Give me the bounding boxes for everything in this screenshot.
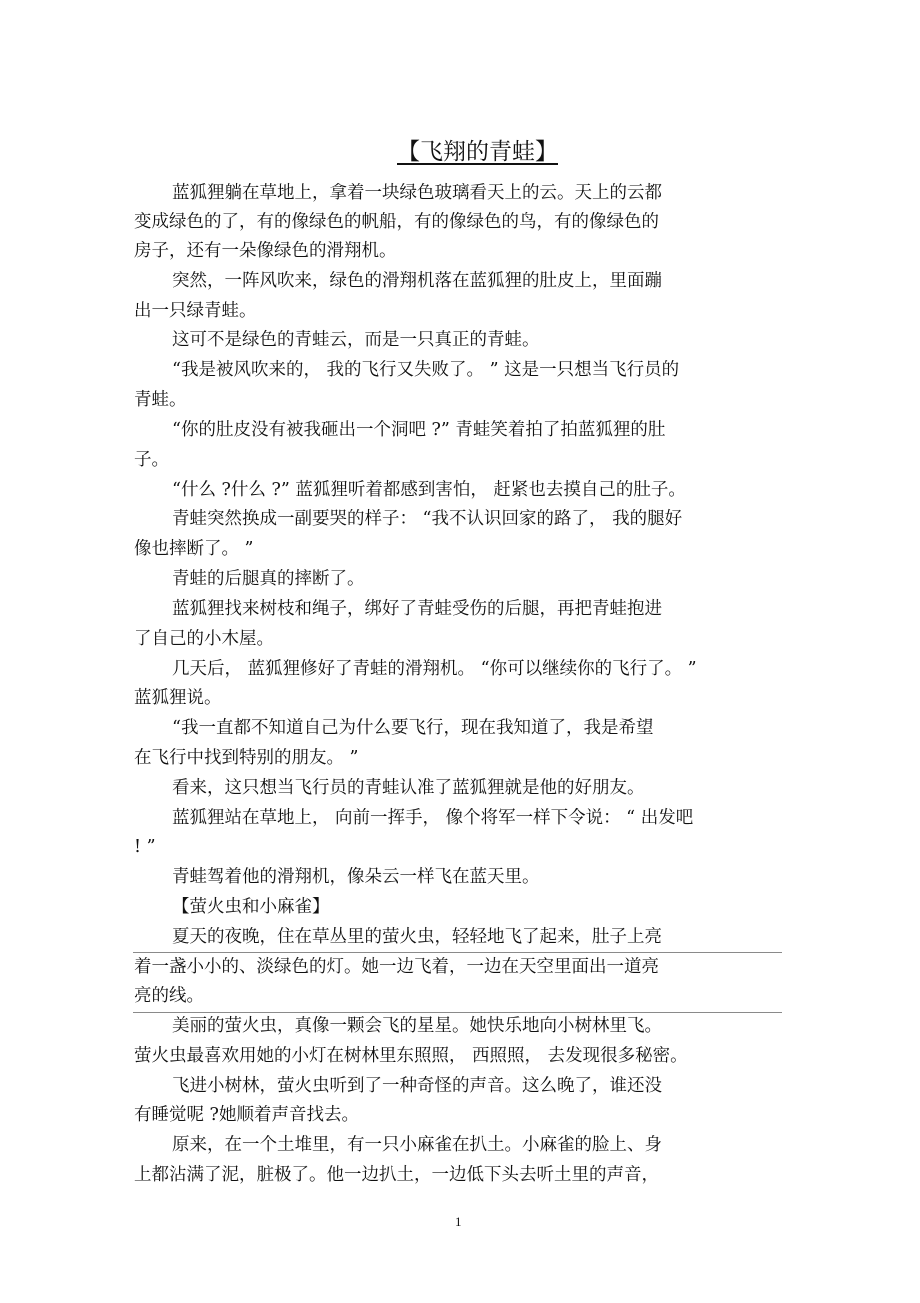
page-title: 【飞翔的青蛙】 — [397, 139, 558, 165]
text-line: “什么 ?什么 ?” 蓝狐狸听着都感到害怕， 赶紧也去摸自己的肚子。 — [172, 480, 686, 500]
text-line: 看来，这只想当飞行员的青蛙认准了蓝狐狸就是他的好朋友。 — [172, 778, 645, 798]
text-line: 蓝狐狸站在草地上， 向前一挥手， 像个将军一样下令说： “ 出发吧 — [172, 808, 694, 828]
text-line: 着一盏小小的、淡绿色的灯。她一边飞着，一边在天空里面出一道亮 — [134, 957, 659, 977]
text-line: “我是被风吹来的， 我的飞行又失败了。 ” 这是一只想当飞行员的 — [172, 360, 680, 380]
section-heading: 【萤火虫和小麻雀】 — [172, 897, 330, 917]
text-line: 青蛙驾着他的滑翔机，像朵云一样飞在蓝天里。 — [172, 867, 540, 887]
text-line: 萤火虫最喜欢用她的小灯在树林里东照照， 西照照， 去发现很多秘密。 — [134, 1046, 688, 1066]
text-line: 蓝狐狸说。 — [134, 688, 222, 708]
text-line: 青蛙的后腿真的摔断了。 — [172, 569, 365, 589]
text-line: 飞进小树林，萤火虫听到了一种奇怪的声音。这么晚了，谁还没 — [172, 1076, 662, 1096]
text-line: 蓝狐狸躺在草地上，拿着一块绿色玻璃看天上的云。天上的云都 — [172, 183, 662, 203]
text-line: 子。 — [134, 450, 169, 470]
text-line: “你的肚皮没有被我砸出一个洞吧 ?” 青蛙笑着拍了拍蓝狐狸的肚 — [172, 420, 666, 440]
text-line: 上都沾满了泥，脏极了。他一边扒土，一边低下头去听土里的声音， — [134, 1165, 659, 1185]
text-line: 青蛙突然换成一副要哭的样子： “我不认识回家的路了， 我的腿好 — [172, 509, 683, 529]
text-line: 青蛙。 — [134, 390, 187, 410]
divider-line — [133, 1012, 782, 1013]
text-line: 突然，一阵风吹来，绿色的滑翔机落在蓝狐狸的肚皮上，里面蹦 — [172, 271, 662, 291]
text-line: 蓝狐狸找来树枝和绳子，绑好了青蛙受伤的后腿，再把青蛙抱进 — [172, 599, 662, 619]
text-line: 像也摔断了。 ” — [134, 539, 254, 559]
text-line: 在飞行中找到特别的朋友。 ” — [134, 748, 359, 768]
text-line: 有睡觉呢 ?她顺着声音找去。 — [134, 1105, 359, 1125]
text-line: 房子，还有一朵像绿色的滑翔机。 — [134, 241, 397, 261]
text-line: 了自己的小木屋。 — [134, 629, 274, 649]
page-number: 1 — [455, 1214, 462, 1229]
text-line: 几天后， 蓝狐狸修好了青蛙的滑翔机。 “你可以继续你的飞行了。 ” — [172, 659, 697, 679]
text-line: 原来，在一个土堆里，有一只小麻雀在扒土。小麻雀的脸上、身 — [172, 1135, 662, 1155]
divider-line — [133, 952, 782, 953]
text-line: 夏天的夜晚，住在草丛里的萤火虫，轻轻地飞了起来，肚子上亮 — [172, 927, 662, 947]
text-line: “我一直都不知道自己为什么要飞行，现在我知道了，我是希望 — [172, 718, 654, 738]
text-line: ! ” — [134, 837, 156, 857]
text-line: 美丽的萤火虫，真像一颗会飞的星星。她快乐地向小树林里飞。 — [172, 1016, 662, 1036]
text-line: 变成绿色的了，有的像绿色的帆船，有的像绿色的鸟，有的像绿色的 — [134, 212, 659, 232]
text-line: 出一只绿青蛙。 — [134, 301, 257, 321]
text-line: 亮的线。 — [134, 986, 204, 1006]
text-line: 这可不是绿色的青蛙云，而是一只真正的青蛙。 — [172, 330, 540, 350]
